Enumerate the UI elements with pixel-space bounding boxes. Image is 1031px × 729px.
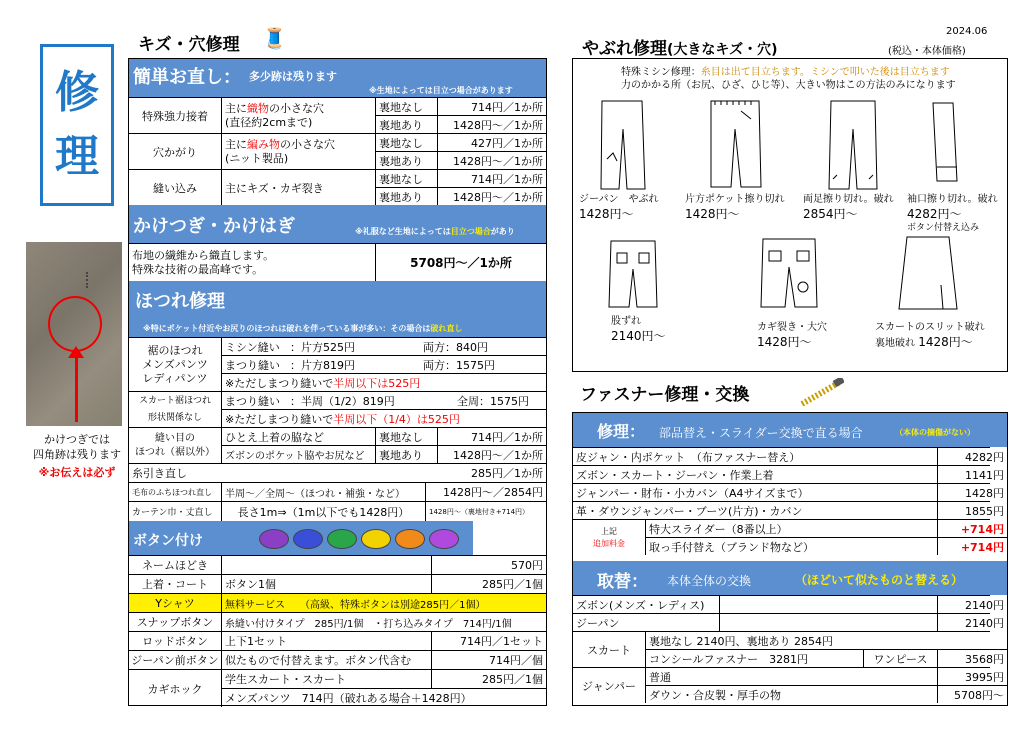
simple-desc [221, 98, 375, 133]
seam-opt1: 裏地なし [375, 428, 437, 445]
button-row [129, 593, 546, 612]
repair-colon: ： [629, 422, 646, 441]
vertical-title-char-1: 修 [55, 67, 99, 118]
cell: 1855円 [937, 502, 1007, 519]
zip-skirt-block [573, 631, 1004, 667]
pocket-pants-drawing [705, 97, 765, 189]
garment-3-label: 両足擦り切れ。破れ [803, 194, 894, 205]
desc-pre: 主に [225, 101, 247, 115]
desc-2: 特殊な技術の最高峰です。 [132, 262, 264, 276]
skirt-c: 全周：1575円 [457, 394, 529, 408]
note-hl: 破れ直し [430, 324, 463, 333]
simple-note: ※生地によっては目立つ場合があります [369, 86, 513, 95]
garment-1-price: 1428円～ [579, 207, 634, 221]
vertical-title-char-2: 理 [55, 131, 99, 182]
cell: +714円 [937, 538, 1007, 555]
hem-note-red: 半周以下は525円 [333, 376, 421, 390]
photo-warning: ※お伝えは必ず [38, 466, 116, 479]
arrow-shaft [75, 350, 78, 422]
cell: 上着・コート [142, 578, 208, 591]
seam-label [129, 428, 221, 463]
repair-title-text: 修理 [597, 422, 630, 441]
skirt-label-2: 形状関係なし [147, 412, 202, 423]
right-title-main: やぶれ修理 [582, 39, 667, 59]
kaketsugi-price: 5708円～／1か所 [375, 244, 546, 281]
zip-replace-row [573, 613, 1004, 631]
cell: ズボン・スカート・ジーパン・作業上着 [576, 468, 774, 482]
vertical-title [40, 44, 114, 206]
desc-1: 布地の繊維から織直します。 [132, 248, 275, 262]
garment-7-label: スカートのスリット破れ [875, 322, 985, 333]
blanket-price: 1428円～／2854円 [425, 483, 546, 501]
replace-title [597, 567, 648, 592]
garment-6 [757, 321, 827, 349]
desc-2: (直径約2cmまで) [225, 115, 313, 129]
zip-jumper-block [573, 667, 1004, 703]
seam-a2-part1: ズボンのポケット脇や [225, 451, 325, 462]
desc-pre: 主に [225, 137, 247, 151]
curtain-label: カーテン巾・丈直し [132, 508, 213, 518]
opt2: 裏地あり [375, 152, 437, 169]
garment-4-price: 4282円～ [907, 207, 962, 221]
cell [719, 614, 937, 631]
cell: 学生スカート・スカート [221, 670, 431, 688]
cell: 285円／1個 [431, 575, 546, 593]
skirt-note [221, 410, 546, 427]
cell [573, 520, 645, 555]
yabure-panel [572, 58, 1008, 372]
cell: 普通 [645, 668, 937, 685]
cell: ロッドボタン [142, 635, 208, 648]
simple-row-2 [129, 133, 546, 169]
cell: 5708円～ [937, 686, 1007, 703]
hem-note-pre: ※ただしまつり縫いで [225, 376, 334, 390]
simple-name: 穴かがり [153, 145, 197, 159]
garment-6-price: 1428円～ [757, 335, 812, 349]
button-row [129, 631, 546, 650]
hem-b2: ：片方819円 [290, 358, 355, 372]
desc-2: (ニット製品) [225, 151, 289, 165]
seam-price2: 1428円～／1か所 [437, 446, 546, 463]
note-hl: 目立つ場合 [450, 227, 491, 236]
simple-row-3 [129, 169, 546, 205]
zip-extra-block [573, 519, 1004, 555]
simple-subtitle: 多少跡は残ります [249, 70, 337, 83]
button-color-swatches [259, 529, 459, 549]
skirt-drawing [895, 235, 961, 311]
cell: スカート [587, 643, 631, 657]
hem-a1: ミシン縫い [221, 338, 287, 355]
cell: Yシャツ [129, 594, 221, 612]
cell: ジャンパー・財布・小カバン（A4サイズまで） [576, 486, 809, 500]
skirt-b: ：半周（1/2）819円 [290, 394, 395, 408]
photo-note-line2: 四角跡は残ります [33, 448, 121, 461]
hem-c2: 両方：1575円 [423, 358, 495, 372]
divider [645, 649, 1007, 650]
cell: 特大スライダー（8番以上） [645, 520, 937, 537]
cell: 2140円 [937, 614, 1007, 631]
simple-band [129, 59, 546, 97]
kaketsugi-band [129, 205, 546, 243]
garment-5-label: 股ずれ [611, 316, 641, 327]
price2: 1428円～／1か所 [437, 188, 546, 205]
skirt-label [129, 392, 221, 427]
yabure-note [621, 66, 956, 92]
cell: 4282円 [937, 448, 1007, 465]
photo-note [22, 432, 132, 462]
desc-post: の小さな穴 [269, 101, 324, 115]
hem-label [129, 338, 221, 391]
cell: ジャンパー [581, 679, 636, 693]
curtain-desc: 長さ1m⇒（1m以下でも1428円） [221, 502, 425, 521]
replace-colon: ： [631, 572, 648, 592]
jeans-drawing [597, 99, 647, 191]
zip-repair-row [573, 501, 1004, 519]
zipper-repair-band [573, 413, 1007, 447]
seam-a2-part2: お尻など [324, 451, 365, 462]
cell: 無料サービス （高級、特殊ボタンは別途285円／1個） [221, 594, 546, 612]
cell: カギホック [147, 682, 203, 696]
button-swatch-2 [293, 529, 323, 549]
garment-7-price: 1428円～ [918, 335, 973, 349]
cell: 上下1セット [221, 632, 431, 650]
replace-title-text: 取替 [597, 572, 631, 592]
garment-2 [685, 193, 785, 221]
hem-label-1: 裾のほつれ [147, 343, 203, 357]
divider [645, 685, 1007, 686]
cell: スナップボタン [136, 616, 214, 629]
blanket-row [129, 482, 546, 501]
seam-a1: ひとえ上着の脇など [221, 428, 375, 445]
desc-red: 織物 [247, 101, 269, 115]
hook-row [129, 669, 546, 707]
garment-7-prefix: 裏地破れ [875, 338, 915, 349]
garment-5-price: 2140円～ [611, 329, 666, 343]
highlight-circle [48, 296, 102, 352]
opt2: 裏地あり [375, 116, 437, 133]
button-swatch-3 [327, 529, 357, 549]
zipper-panel [572, 412, 1008, 706]
zip-replace-row [573, 595, 1004, 613]
hem-label-2: メンズパンツ [142, 357, 208, 371]
seam-a2 [221, 446, 375, 463]
sleeve-drawing [923, 101, 963, 185]
cell: ワンピース [863, 650, 937, 667]
cell [221, 556, 431, 574]
zipper-icon [800, 378, 844, 406]
cell: ダウン・合皮製・厚手の物 [645, 686, 937, 703]
repair-note: （本体の摘傷がない） [895, 428, 975, 437]
desc-red: 編み物 [247, 137, 280, 151]
simple-name: 特殊強力接着 [142, 109, 208, 123]
hem-block [129, 337, 546, 391]
hotsure-note [143, 323, 462, 334]
cell: 取っ手付替え（ブランド物など） [645, 538, 937, 555]
note-pre: ※特にポケット付近や [143, 324, 223, 333]
cell: +714円 [937, 520, 1007, 537]
extra-label-2: 追加料金 [593, 538, 625, 548]
cell: 3995円 [937, 668, 1007, 685]
button-row [129, 555, 546, 574]
garment-5 [611, 315, 666, 343]
repair-title [597, 419, 645, 442]
note1-yellow: 糸目は出て目立ちます。ミシンで叩いた後は目立ちます [700, 67, 950, 78]
photo-note-line1: かけつぎでは [44, 433, 110, 446]
hem-c1: 両方：840円 [423, 340, 488, 354]
seam-block [129, 427, 546, 463]
fabric-stitch [86, 272, 92, 288]
skirt-a: まつり縫い [221, 392, 287, 409]
cell: 革・ダウンジャンパー・ブーツ(片方)・カバン [576, 504, 803, 518]
garment-4-extra: ボタン付替え込み [907, 223, 980, 233]
garment-1-label: ジーパン やぶれ [579, 194, 659, 205]
cell: ジーパン [576, 616, 620, 630]
button-swatch-5 [395, 529, 425, 549]
cell: ジーパン前ボタン [131, 654, 219, 667]
kaketsugi-desc [129, 244, 375, 281]
tax-note: (税込・本体価格) [888, 46, 966, 57]
cell: 1428円 [937, 484, 1007, 501]
note-mid: お尻りのほつれは破れを伴っている事が多い：その場合は [222, 324, 431, 333]
skirt-note-pre: ※ただしまつり縫いで [225, 412, 334, 426]
replace-note: （ほどいて似たものと替える） [795, 573, 964, 587]
cell: ズボン(メンズ・レディス) [576, 598, 705, 612]
garment-3-price: 2854円～ [803, 207, 858, 221]
cell: 1141円 [937, 466, 1007, 483]
note-post: があり [490, 227, 515, 236]
simple-title: 簡単お直し： [133, 67, 241, 88]
garment-6-label: カギ裂き・大穴 [757, 322, 827, 333]
garment-4 [907, 193, 998, 235]
left-section-title: キズ・穴修理 [138, 35, 240, 55]
blanket-desc: 半周～／全周～（ほつれ・補強・など） [221, 483, 425, 501]
cell: 糸縫い付けタイプ 285円/1個 ・打ち込みタイプ 714円/1個 [221, 613, 546, 631]
cell: ネームほどき [142, 559, 208, 572]
replace-sub: 本体全体の交換 [667, 574, 752, 588]
button-title: ボタン付け [133, 533, 203, 549]
zip-repair-row [573, 465, 1004, 483]
simple-row-1 [129, 97, 546, 133]
opt1: 裏地なし [375, 98, 437, 115]
simple-name: 縫い込み [153, 181, 197, 195]
zip-repair-row [573, 447, 1004, 465]
garment-1 [579, 193, 659, 221]
price1: 714円／1か所 [437, 170, 546, 187]
hem-label-3: レディパンツ [142, 371, 208, 385]
simple-desc: 主にキズ・カギ裂き [221, 170, 375, 205]
hotsure-band [129, 281, 546, 337]
curtain-row [129, 501, 546, 521]
hotsure-title: ほつれ修理 [135, 291, 225, 312]
cell: 皮ジャン・内ポケット （布ファスナー替え） [576, 450, 801, 464]
hem-b1: ：片方525円 [290, 340, 355, 354]
cell: 似たもので付替えます。ボタン代含む [221, 651, 431, 669]
price1: 714円／1か所 [437, 98, 546, 115]
button-swatch-4 [361, 529, 391, 549]
cell: 285円／1個 [431, 670, 546, 688]
simple-desc [221, 134, 375, 169]
crotch-pants-drawing [607, 239, 659, 309]
repair-sub: 部品替え・スライダー交換で直る場合 [659, 426, 863, 440]
right-section-title [582, 34, 778, 59]
seam-label-1: 縫い目の [155, 432, 195, 444]
cell: 714円／個 [431, 651, 546, 669]
divider [645, 537, 1007, 538]
seam-price1: 714円／1か所 [437, 428, 546, 445]
opt1: 裏地なし [375, 170, 437, 187]
price2: 1428円～／1か所 [437, 152, 546, 169]
button-row [129, 650, 546, 669]
seam-label-2: ほつれ（裾以外） [135, 446, 215, 458]
thread-price: 285円／1か所 [471, 467, 543, 480]
date: 2024.06 [946, 26, 988, 37]
seam-opt2: 裏地あり [375, 446, 437, 463]
blanket-label: 毛布のふちほつれ直し [132, 487, 212, 497]
kaketsugi-row [129, 243, 546, 281]
thread-row [129, 463, 546, 482]
cell: コンシールファスナー 3281円 [645, 650, 863, 667]
cell: 3568円 [937, 650, 1007, 667]
thread-label: 糸引き直し [132, 467, 187, 480]
cell: 2140円 [937, 596, 1007, 613]
garment-2-price: 1428円～ [685, 207, 740, 221]
note2: 力のかかる所（お尻、ひざ、ひじ等）、大きい物はこの方法のみになります [621, 80, 956, 91]
note-pre: ※礼服など生地によっては [355, 227, 451, 236]
hem-a2: まつり縫い [221, 356, 287, 373]
note1-pre: 特殊ミシン修理： [621, 67, 701, 78]
kaketsugi-title: かけつぎ・かけはぎ [133, 216, 295, 237]
sewing-person-icon: 🧵 [262, 26, 287, 50]
cell: ボタン1個 [221, 575, 431, 593]
cell: 714円／1セット [431, 632, 546, 650]
extra-label-1: 上記 [601, 526, 617, 536]
button-swatch-1 [259, 529, 289, 549]
zipper-section-title: ファスナー修理・交換 [580, 385, 750, 405]
button-swatch-6 [429, 529, 459, 549]
skirt-label-1: スカート裾ほつれ [138, 395, 211, 406]
garment-7 [875, 321, 985, 351]
zip-repair-row [573, 483, 1004, 501]
price2: 1428円～／1か所 [437, 116, 546, 133]
curtain-price: 1428円～（裏地付き+714円） [425, 502, 546, 521]
cell: メンズパンツ 714円（破れある場合＋1428円） [221, 689, 546, 707]
right-title-sub: (大きなキズ・穴) [667, 42, 778, 58]
button-row [129, 612, 546, 631]
garment-4-label: 袖口擦り切れ。破れ [907, 194, 998, 205]
tear-pants-drawing [757, 237, 821, 309]
cell: 裏地なし 2140円、裏地あり 2854円 [645, 632, 1007, 649]
desc-post: の小さな穴 [280, 137, 335, 151]
garment-3 [803, 193, 894, 221]
zipper-replace-band [573, 561, 1007, 595]
skirt-hem-block [129, 391, 546, 427]
garment-2-label: 片方ポケット擦り切れ [685, 194, 785, 205]
both-legs-pants-drawing [825, 99, 881, 191]
skirt-note-red: 半周以下（1/4）は525円 [333, 412, 460, 426]
button-row [129, 574, 546, 593]
opt1: 裏地なし [375, 134, 437, 151]
price1: 427円／1か所 [437, 134, 546, 151]
cell: 570円 [431, 556, 546, 574]
left-price-panel [128, 58, 547, 706]
cell [719, 596, 937, 613]
hem-note [221, 374, 546, 391]
kaketsugi-note [355, 226, 515, 237]
opt2: 裏地あり [375, 188, 437, 205]
